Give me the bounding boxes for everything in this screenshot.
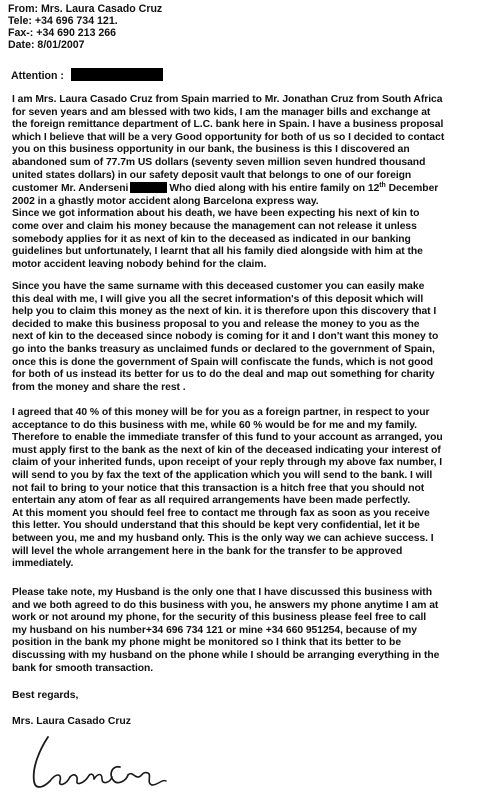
text-line: At this moment you should feel free to contact me through fax as soon as you receive xyxy=(12,507,430,519)
tele-line: Tele: +34 696 734 121. xyxy=(8,15,118,27)
text-line: somebody applies for it as next of kin to the deceased as indicated in our banking xyxy=(12,233,411,245)
text-line: motor accident leaving nobody behind for the claim. xyxy=(12,258,267,270)
customer-line xyxy=(12,182,484,196)
customer-suffix: Who died along with his entire family on 12 xyxy=(169,183,380,195)
signer-name: Mrs. Laura Casado Cruz xyxy=(12,716,131,727)
customer-tail: December xyxy=(385,183,439,195)
text-line: next of kin to the deceased since nobody is coming for it and I don't want this money to xyxy=(12,331,439,343)
text-line: discussing with my husband on the phone while I should be arranging everything in the xyxy=(12,649,440,661)
text-line: you on this business opportunity in our bank, the business is this I discovered an xyxy=(12,144,410,156)
text-line: help you to claim this money as the next of kin. it is therefore upon this discovery that I xyxy=(12,306,437,318)
handwritten-signature xyxy=(20,733,170,795)
text-line: united states dollars) in our safety deposit vault that belongs to one of our foreign xyxy=(12,169,412,181)
attention-line xyxy=(11,68,163,82)
date-superscript: th xyxy=(379,182,386,190)
text-line: abandoned sum of 77.7m US dollars (seventy seven million seven hundred thousand xyxy=(12,156,426,168)
text-line: come over and claim his money because the management can not release it unless xyxy=(12,220,417,232)
text-line: entertain any atom of fear as all required arrangements have been made perfectly. xyxy=(12,495,411,507)
text-line: this deal with me, I will give you all the secret information's of this deposit which will xyxy=(12,293,424,305)
paragraph-proposal xyxy=(12,281,484,394)
text-line: and we both agreed to do this business with you, he answers my phone anytime I am at xyxy=(12,599,439,611)
paragraph-terms xyxy=(12,407,484,571)
text-line: Since we got information about his death, we have been expecting his next of kin to xyxy=(12,208,420,220)
customer-prefix: customer Mr. Anderseni xyxy=(12,183,129,195)
from-line: From: Mrs. Laura Casado Cruz xyxy=(8,3,163,15)
text-line: 2002 in a ghastly motor accident along Barcelona express way. xyxy=(12,195,319,207)
text-line: immediately. xyxy=(12,558,74,570)
text-line: I am Mrs. Laura Casado Cruz from Spain married to Mr. Jonathan Cruz from South Africa xyxy=(12,94,443,105)
redaction-bar xyxy=(71,68,163,81)
text-line: acceptance to do this business with me, while 60 % would be for me and my family. xyxy=(12,419,418,431)
text-line: for both of us instead its better for us to do the deal and map out something for charity xyxy=(12,369,435,381)
best-regards: Best regards, xyxy=(12,690,79,701)
text-line: go into the banks treasury as unclaimed funds or declared to the government of Spain, xyxy=(12,343,435,355)
text-line: Therefore to enable the immediate transfer of this fund to your account as arranged, you xyxy=(12,432,443,444)
text-line: decided to make this business proposal to you and release the money to you as the xyxy=(12,318,420,330)
date-line: Date: 8/01/2007 xyxy=(8,39,85,51)
text-line: once this is done the government of Spain will confiscate the funds, which is not good xyxy=(12,356,433,368)
fax-line: Fax-: +34 690 213 266 xyxy=(8,27,117,39)
text-line: for seven years and am blessed with two kids, I am the manager bills and exchange at xyxy=(12,106,431,118)
text-line: I agreed that 40 % of this money will be for you as a foreign partner, in respect to your xyxy=(12,407,430,418)
text-line: the foreign remittance department of L.C. bank here in Spain. I have a business proposal xyxy=(12,119,444,131)
text-line: position in the bank my phone might be monitored so I think that its better to be xyxy=(12,637,402,649)
text-line: claim of your inherited funds, upon receipt of your reply through my above fax number, I xyxy=(12,457,443,469)
text-line: Since you have the same surname with this deceased customer you can easily make xyxy=(12,281,425,292)
text-line: my husband on his number+34 696 734 121 or mine +34 660 951254, because of my xyxy=(12,624,417,636)
text-line: will level the whole arrangement here in the bank for the transfer to be approved xyxy=(12,545,403,557)
text-line: guidelines but unfortunately, I learnt that all his family died alongside with him at the xyxy=(12,246,423,258)
paragraph-intro xyxy=(12,94,484,271)
paragraph-husband xyxy=(12,587,484,675)
text-line: work or not around my phone, for the security of this business please feel free to call xyxy=(12,612,427,624)
text-line: will send to you by fax the text of the application which you will send to the bank. I will xyxy=(12,469,433,481)
text-line: not fail to bring to your notice that this transaction is a hitch free that you should not xyxy=(12,482,425,494)
redaction-bar xyxy=(130,182,167,193)
text-line: must apply first to the bank as the next of kin of the deceased indicating your interest of xyxy=(12,444,441,456)
text-line: this letter. You should understand that this should be kept very confidential, let it be xyxy=(12,520,420,532)
text-line: between you, me and my husband only. This is the only way we can achieve success. I xyxy=(12,532,434,544)
text-line: which I believe that will be a very Good opportunity for both of us so I decided to contact xyxy=(12,131,445,143)
text-line: Please take note, my Husband is the only one that I have discussed this business with xyxy=(12,587,432,598)
attention-label: Attention : xyxy=(11,70,64,82)
text-line: bank for smooth transaction. xyxy=(12,662,154,674)
text-line: from the money and share the rest . xyxy=(12,381,186,393)
